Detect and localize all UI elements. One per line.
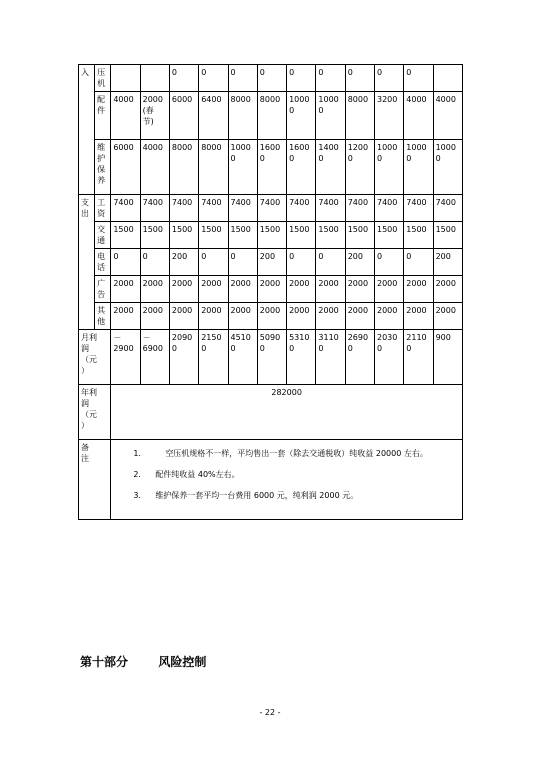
table-cell: 2000 <box>433 303 462 330</box>
table-cell: 0 <box>345 65 374 92</box>
expense-category-label: 支 出 <box>79 195 95 330</box>
table-cell: 0 <box>287 249 316 276</box>
table-row <box>79 140 463 195</box>
table-cell: 8000 <box>228 92 257 140</box>
table-cell: 2000 <box>111 276 140 303</box>
row-label: 维 护 保 养 <box>95 140 111 195</box>
table-cell: 2000 <box>111 303 140 330</box>
table-cell: 5090 0 <box>257 330 286 385</box>
table-cell: 2000 <box>287 303 316 330</box>
table-row-monthly-profit <box>79 330 463 385</box>
table-cell: 0 <box>316 65 345 92</box>
note-text: 维护保养一套平均一台费用 6000 元，纯利润 2000 元。 <box>155 491 359 500</box>
table-cell: 200 <box>433 249 462 276</box>
table-cell: 4000 <box>404 92 433 140</box>
table-cell: 7400 <box>287 195 316 222</box>
table-cell: 2000 (春 节) <box>140 92 169 140</box>
table-cell: 4000 <box>433 92 462 140</box>
table-cell: 1000 0 <box>404 140 433 195</box>
table-cell: 2000 <box>374 276 403 303</box>
table-cell: 8000 <box>345 92 374 140</box>
table-cell: 0 <box>140 249 169 276</box>
table-cell: 1500 <box>111 222 140 249</box>
table-cell: 2000 <box>316 303 345 330</box>
note-number: 3. <box>133 491 141 500</box>
table-cell: 3200 <box>374 92 403 140</box>
table-cell: 0 <box>404 65 433 92</box>
table-cell: 7400 <box>316 195 345 222</box>
table-cell: 2000 <box>228 276 257 303</box>
table-cell: 7400 <box>111 195 140 222</box>
table-cell: 8000 <box>257 92 286 140</box>
table-cell: 200 <box>345 249 374 276</box>
table-cell: 1500 <box>228 222 257 249</box>
table-cell: 6400 <box>199 92 228 140</box>
page-number: - 22 - <box>259 708 281 717</box>
income-category-label: 入 <box>79 65 95 195</box>
table-cell: 1500 <box>345 222 374 249</box>
table-cell: 7400 <box>257 195 286 222</box>
table-cell: 0 <box>316 249 345 276</box>
table-cell: 2690 0 <box>345 330 374 385</box>
table-row <box>79 303 463 330</box>
row-label: 压 机 <box>95 65 111 92</box>
table-cell: 1500 <box>140 222 169 249</box>
table-cell: 7400 <box>374 195 403 222</box>
table-cell: 0 <box>228 65 257 92</box>
table-cell <box>433 65 462 92</box>
table-cell: 4000 <box>140 140 169 195</box>
table-cell: 0 <box>199 65 228 92</box>
table-row-notes <box>79 440 463 520</box>
note-text: 空压机规格不一样，平均售出一套（除去交通税收）纯收益 20000 左右。 <box>165 449 428 458</box>
list-item <box>133 490 460 501</box>
table-cell: 1200 0 <box>345 140 374 195</box>
table-cell: 0 <box>199 249 228 276</box>
note-number: 1. <box>133 449 141 458</box>
table-cell <box>111 65 140 92</box>
section-heading <box>80 653 206 670</box>
table-row-annual-profit <box>79 385 463 440</box>
row-label: 广 告 <box>95 276 111 303</box>
monthly-profit-label: 月利 润 （元 ） <box>79 330 111 385</box>
table-cell: 5310 0 <box>287 330 316 385</box>
list-item <box>133 448 460 459</box>
table-row <box>79 276 463 303</box>
annual-profit-value: 282000 <box>111 385 463 440</box>
table-body <box>79 65 463 520</box>
table-cell: 7400 <box>199 195 228 222</box>
table-cell: 1000 0 <box>228 140 257 195</box>
row-label: 交 通 <box>95 222 111 249</box>
table-cell: 2000 <box>433 276 462 303</box>
row-label: 电 话 <box>95 249 111 276</box>
note-text: 配件纯收益 40%左右。 <box>155 470 240 479</box>
table-cell: 2000 <box>345 303 374 330</box>
table-cell: 2000 <box>404 276 433 303</box>
table-cell: 0 <box>111 249 140 276</box>
table-cell: 200 <box>257 249 286 276</box>
table-cell: 2000 <box>140 276 169 303</box>
table-cell: 2000 <box>345 276 374 303</box>
table-cell: 1500 <box>404 222 433 249</box>
table-cell: 4510 0 <box>228 330 257 385</box>
financial-table <box>78 64 463 520</box>
table-cell: 1500 <box>257 222 286 249</box>
table-cell <box>140 65 169 92</box>
table-cell: 2000 <box>404 303 433 330</box>
table-cell: 2000 <box>316 276 345 303</box>
table-cell: 8000 <box>199 140 228 195</box>
table-cell: 2150 0 <box>199 330 228 385</box>
table-cell: 0 <box>257 65 286 92</box>
table-cell: 1000 0 <box>316 92 345 140</box>
table-cell: － 6900 <box>140 330 169 385</box>
table-cell: 7400 <box>404 195 433 222</box>
table-cell: 1000 0 <box>433 140 462 195</box>
row-label: 工 资 <box>95 195 111 222</box>
annual-profit-label: 年利 润 （元 ） <box>79 385 111 440</box>
section-title: 风险控制 <box>158 655 207 669</box>
table-row <box>79 249 463 276</box>
table-cell: 200 <box>169 249 198 276</box>
table-row <box>79 222 463 249</box>
table-cell: 2000 <box>169 276 198 303</box>
table-cell: 8000 <box>169 140 198 195</box>
table-cell: 0 <box>228 249 257 276</box>
row-label: 其 他 <box>95 303 111 330</box>
table-cell: 1400 0 <box>316 140 345 195</box>
table-cell: 4000 <box>111 92 140 140</box>
table-cell: 2000 <box>257 276 286 303</box>
table-cell: 3110 0 <box>316 330 345 385</box>
note-number: 2. <box>133 470 141 479</box>
table-cell: 2000 <box>199 276 228 303</box>
table-cell: 1600 0 <box>287 140 316 195</box>
table-cell: 2000 <box>257 303 286 330</box>
table-cell: 2110 0 <box>404 330 433 385</box>
table-cell: 0 <box>169 65 198 92</box>
table-cell: 1500 <box>433 222 462 249</box>
table-cell: 1000 0 <box>374 140 403 195</box>
table-cell: 0 <box>374 65 403 92</box>
table-cell: 7400 <box>228 195 257 222</box>
table-cell: 2030 0 <box>374 330 403 385</box>
table-cell: 1500 <box>169 222 198 249</box>
table-cell: 7400 <box>169 195 198 222</box>
table-cell: 7400 <box>140 195 169 222</box>
table-cell: 1500 <box>199 222 228 249</box>
notes-label: 备 注 <box>79 440 111 520</box>
table-cell: 2090 0 <box>169 330 198 385</box>
table-cell: 7400 <box>345 195 374 222</box>
table-cell: 2000 <box>169 303 198 330</box>
table-cell: 1600 0 <box>257 140 286 195</box>
table-cell: 6000 <box>169 92 198 140</box>
table-row <box>79 65 463 92</box>
section-part: 第十部分 <box>80 655 129 669</box>
table-cell: 7400 <box>433 195 462 222</box>
table-cell: 1500 <box>374 222 403 249</box>
table-cell: 1500 <box>316 222 345 249</box>
table-cell: 6000 <box>111 140 140 195</box>
table-cell: 0 <box>374 249 403 276</box>
table-cell: 1000 0 <box>287 92 316 140</box>
table-cell: 2000 <box>287 276 316 303</box>
table-cell: 0 <box>404 249 433 276</box>
table-cell: 2000 <box>199 303 228 330</box>
table-row <box>79 195 463 222</box>
table-cell: 2000 <box>140 303 169 330</box>
table-cell: 1500 <box>287 222 316 249</box>
row-label: 配 件 <box>95 92 111 140</box>
table-cell: 2000 <box>374 303 403 330</box>
notes-content <box>111 440 463 520</box>
table-cell: 900 <box>433 330 462 385</box>
table-cell: 0 <box>287 65 316 92</box>
list-item <box>133 469 460 480</box>
table-cell: － 2900 <box>111 330 140 385</box>
table-row <box>79 92 463 140</box>
table-cell: 2000 <box>228 303 257 330</box>
